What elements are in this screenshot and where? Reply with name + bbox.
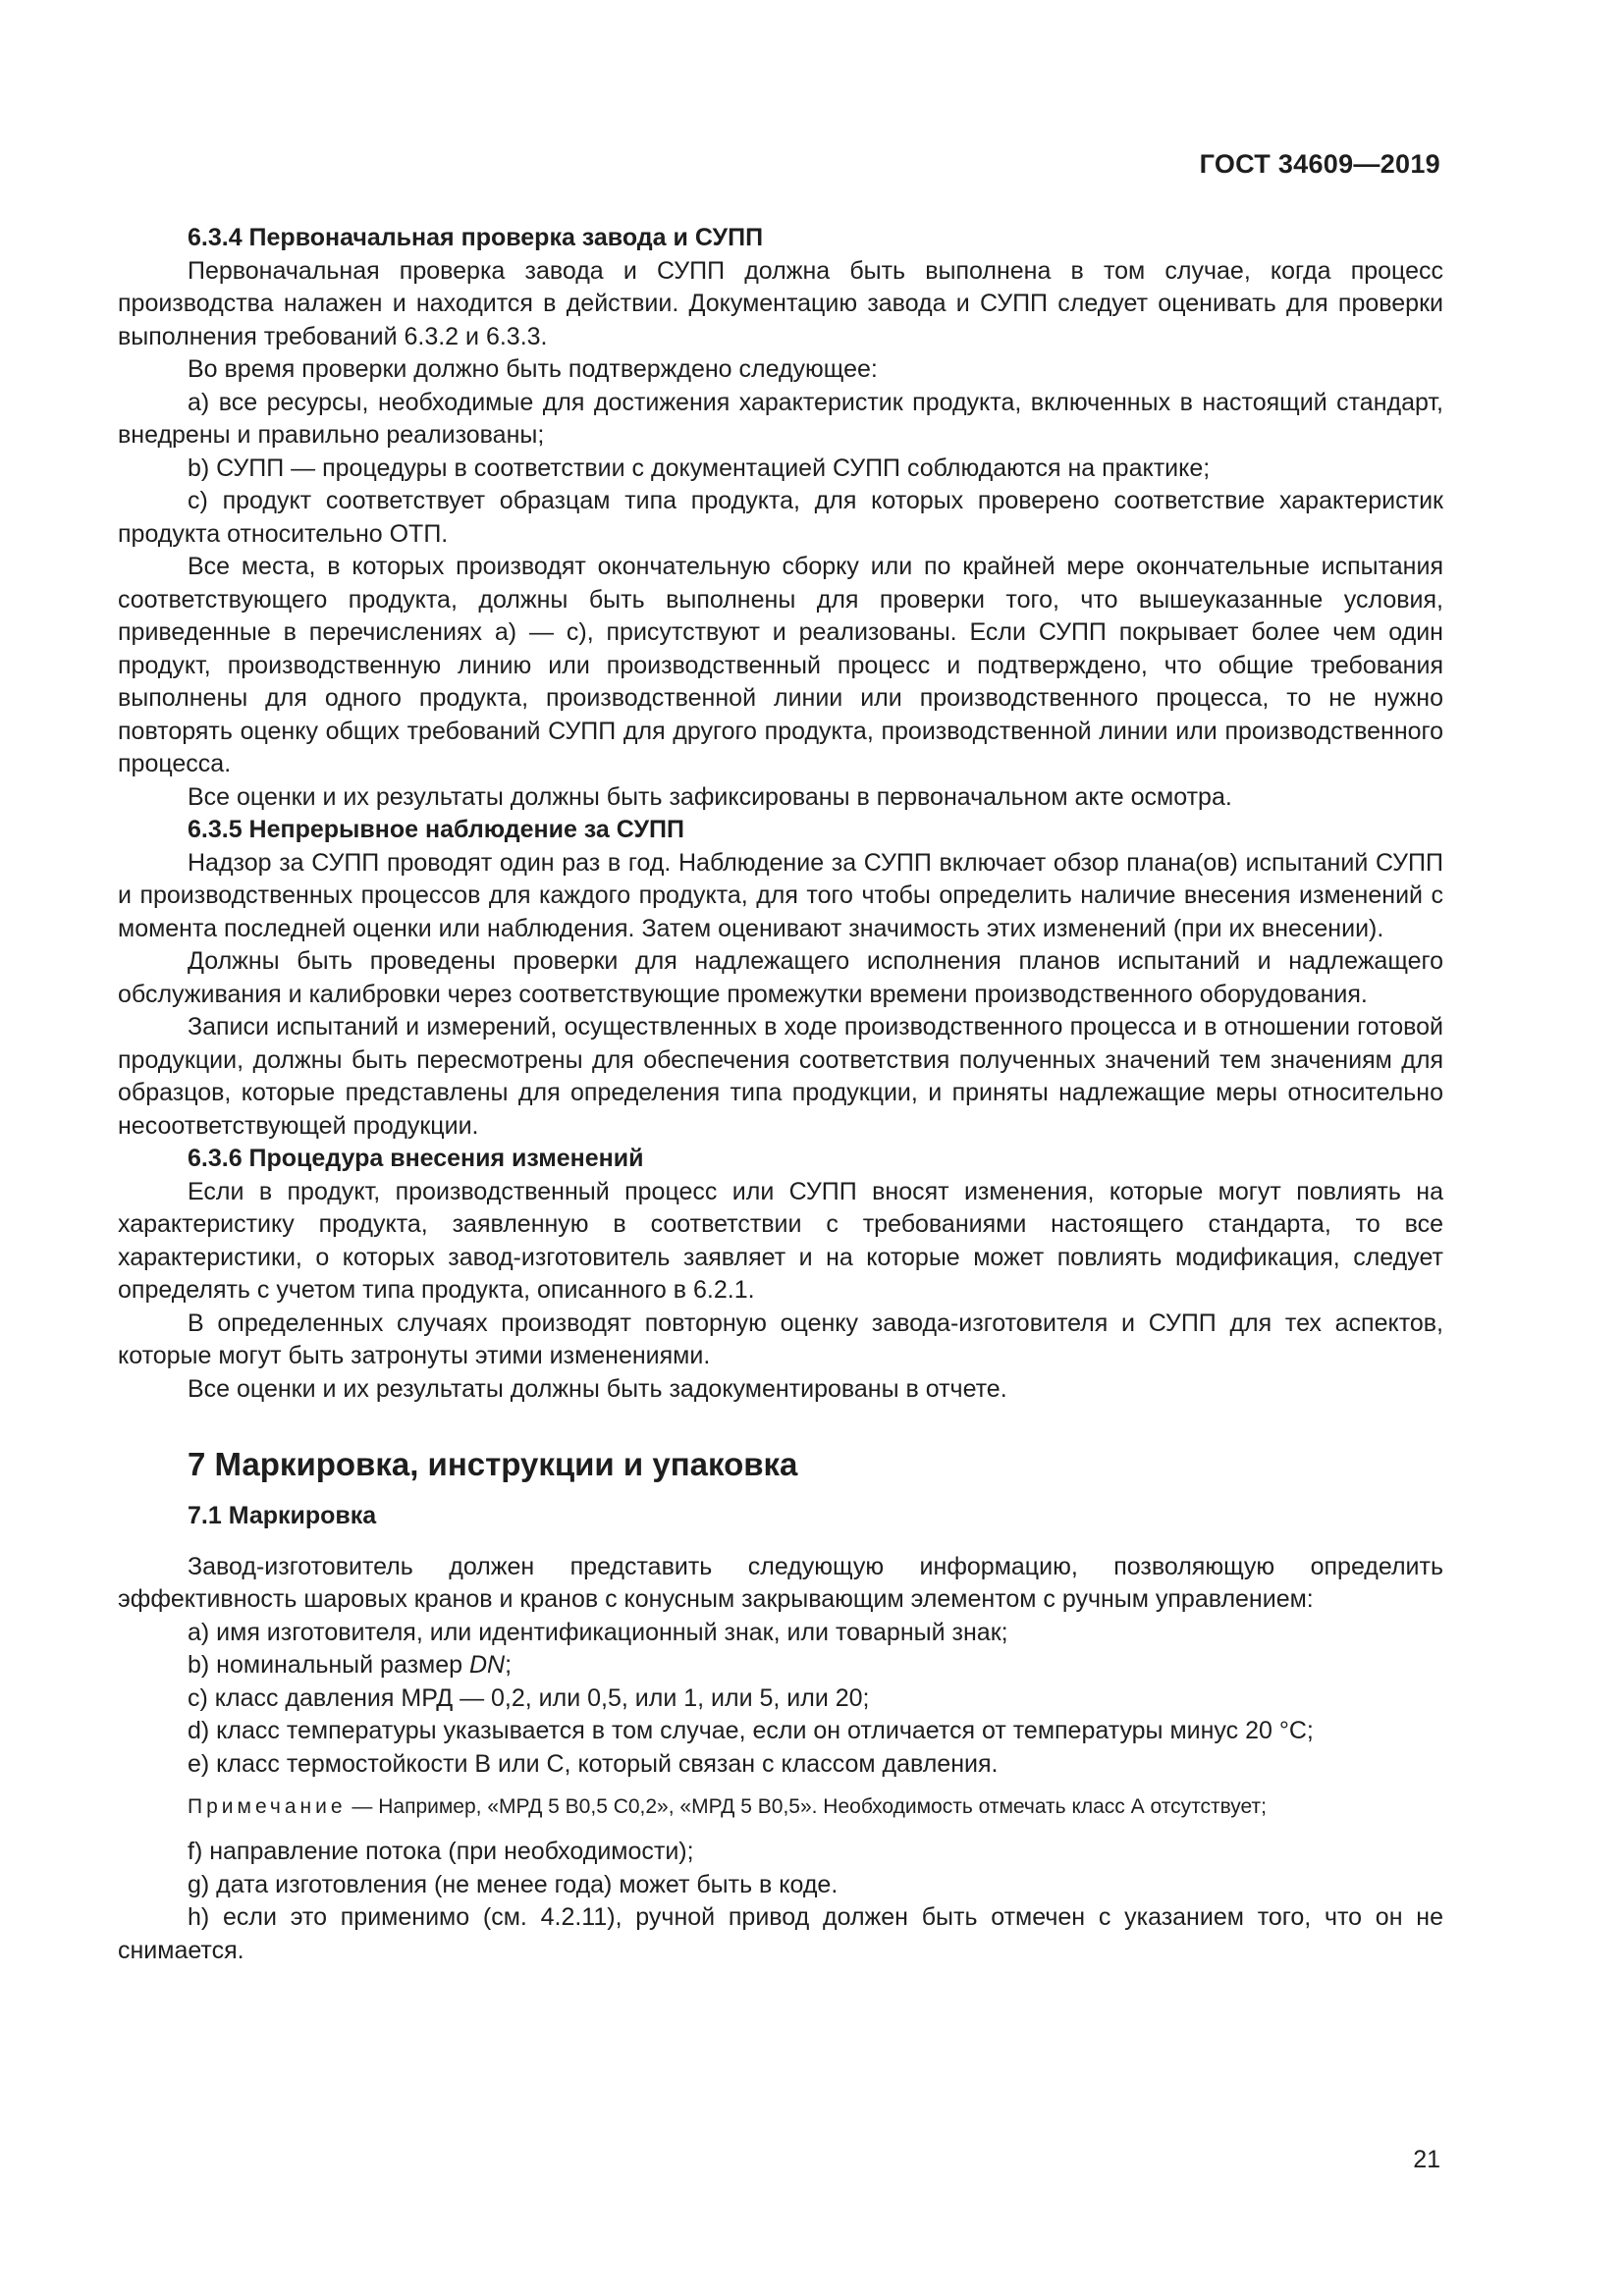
page-header: ГОСТ 34609—2019 (1199, 149, 1440, 179)
paragraph: Записи испытаний и измерений, осуществленных в ходе производственного процесса и в отношении готовой продукции, должны быть пересмотрены для обеспечения соответствия полученных значений тем значениям для образцов, которые представлены для определения типа продукции, и приняты надлежащие меры относительно несоответствующей продукции. (118, 1013, 1443, 1140)
document-body (118, 222, 1443, 1967)
list-item-c: с) продукт соответствует образцам типа продукта, для которых проверено соответствие характеристик продукта относительно ОТП. (118, 487, 1443, 548)
paragraph: Во время проверки должно быть подтверждено следующее: (188, 355, 878, 383)
page-number: 21 (1413, 2146, 1440, 2173)
paragraph: Должны быть проведены проверки для надлежащего исполнения планов испытаний и надлежащего обслуживания и калибровки через соответствующие промежутки времени производственного оборудования. (118, 947, 1443, 1008)
paragraph: Надзор за СУПП проводят один раз в год. Наблюдение за СУПП включает обзор плана(ов) испытаний СУПП и производственных процессов для каждого продукта, для того чтобы определить наличие внесения изменений с момента последней оценки или наблюдения. Затем оценивают значимость этих изменений (при их внесении). (118, 848, 1443, 942)
section-heading-6-3-6: 6.3.6 Процедура внесения изменений (188, 1145, 644, 1172)
paragraph: Все места, в которых производят окончательную сборку или по крайней мере окончательные испытания соответствующего продукта, должны быть выполнены для проверки того, что вышеуказанные условия, приведенные в перечислениях а) — с), присутствуют и реализованы. Если СУПП покрывает более чем один продукт, производственную линию или производственный процесс и подтверждено, что общие требования выполнены для одного продукта, производственной линии или производственного процесса, то не нужно повторять оценку общих требований СУПП для другого продукта, производственной линии или производственного процесса. (118, 553, 1443, 777)
list-item-d: d) класс температуры указывается в том случае, если он отличается от температуры минус 20 °С; (188, 1717, 1314, 1744)
paragraph: Если в продукт, производственный процесс или СУПП вносят изменения, которые могут повлиять на характеристику продукта, заявленную в соответствии с требованиями настоящего стандарта, то все характеристики, о которых завод-изготовитель заявляет и на которые может повлиять модификация, следует определять с учетом типа продукта, описанного в 6.2.1. (118, 1177, 1443, 1304)
section-heading-6-3-5: 6.3.5 Непрерывное наблюдение за СУПП (188, 816, 684, 843)
section-heading-7: 7 Маркировка, инструкции и упаковка (188, 1446, 798, 1482)
list-item-c: с) класс давления МРД — 0,2, или 0,5, или 1, или 5, или 20; (188, 1683, 870, 1712)
section-heading-6-3-4: 6.3.4 Первоначальная проверка завода и СУПП (188, 224, 764, 251)
note-text: — Например, «МРД 5 В0,5 С0,2», «МРД 5 В0,5». Необходимость отмечать класс А отсутствует; (346, 1795, 1267, 1818)
paragraph: Завод-изготовитель должен представить следующую информацию, позволяющую определить эффективность шаровых кранов и кранов с конусным закрывающим элементом с ручным управлением: (118, 1552, 1443, 1613)
paragraph: В определенных случаях производят повторную оценку завода-изготовителя и СУПП для тех аспектов, которые могут быть затронуты этими изменениями. (118, 1308, 1443, 1369)
list-item-h: h) если это применимо (см. 4.2.11), ручной привод должен быть отмечен с указанием того, что он не снимается. (118, 1903, 1443, 1964)
list-item-a: а) имя изготовителя, или идентификационный знак, или товарный знак; (188, 1618, 1008, 1646)
paragraph: Все оценки и их результаты должны быть задокументированы в отчете. (188, 1374, 1007, 1403)
list-item-e: е) класс термостойкости В или С, который связан с классом давления. (188, 1749, 999, 1778)
list-item-g: g) дата изготовления (не менее года) может быть в коде. (188, 1870, 839, 1898)
section-heading-7-1: 7.1 Маркировка (188, 1502, 377, 1529)
list-item-b: b) СУПП — процедуры в соответствии с документацией СУПП соблюдаются на практике; (188, 454, 1211, 482)
note (118, 1792, 1443, 1822)
list-item-b-suffix: ; (505, 1651, 513, 1679)
paragraph: Все оценки и их результаты должны быть зафиксированы в первоначальном акте осмотра. (188, 782, 1232, 811)
list-item-f: f) направление потока (при необходимости); (188, 1838, 694, 1865)
list-item-b-italic: DN (468, 1651, 506, 1679)
list-item-b-prefix: b) номинальный размер (188, 1651, 469, 1679)
note-label: Примечание (188, 1795, 347, 1818)
paragraph: Первоначальная проверка завода и СУПП должна быть выполнена в том случае, когда процесс производства налажен и находится в действии. Документацию завода и СУПП следует оценивать для проверки выполнения требований 6.3.2 и 6.3.3. (118, 256, 1443, 350)
list-item-a: а) все ресурсы, необходимые для достижения характеристик продукта, включенных в настоящий стандарт, внедрены и правильно реализованы; (118, 388, 1443, 449)
list-item-b (118, 1649, 1443, 1682)
